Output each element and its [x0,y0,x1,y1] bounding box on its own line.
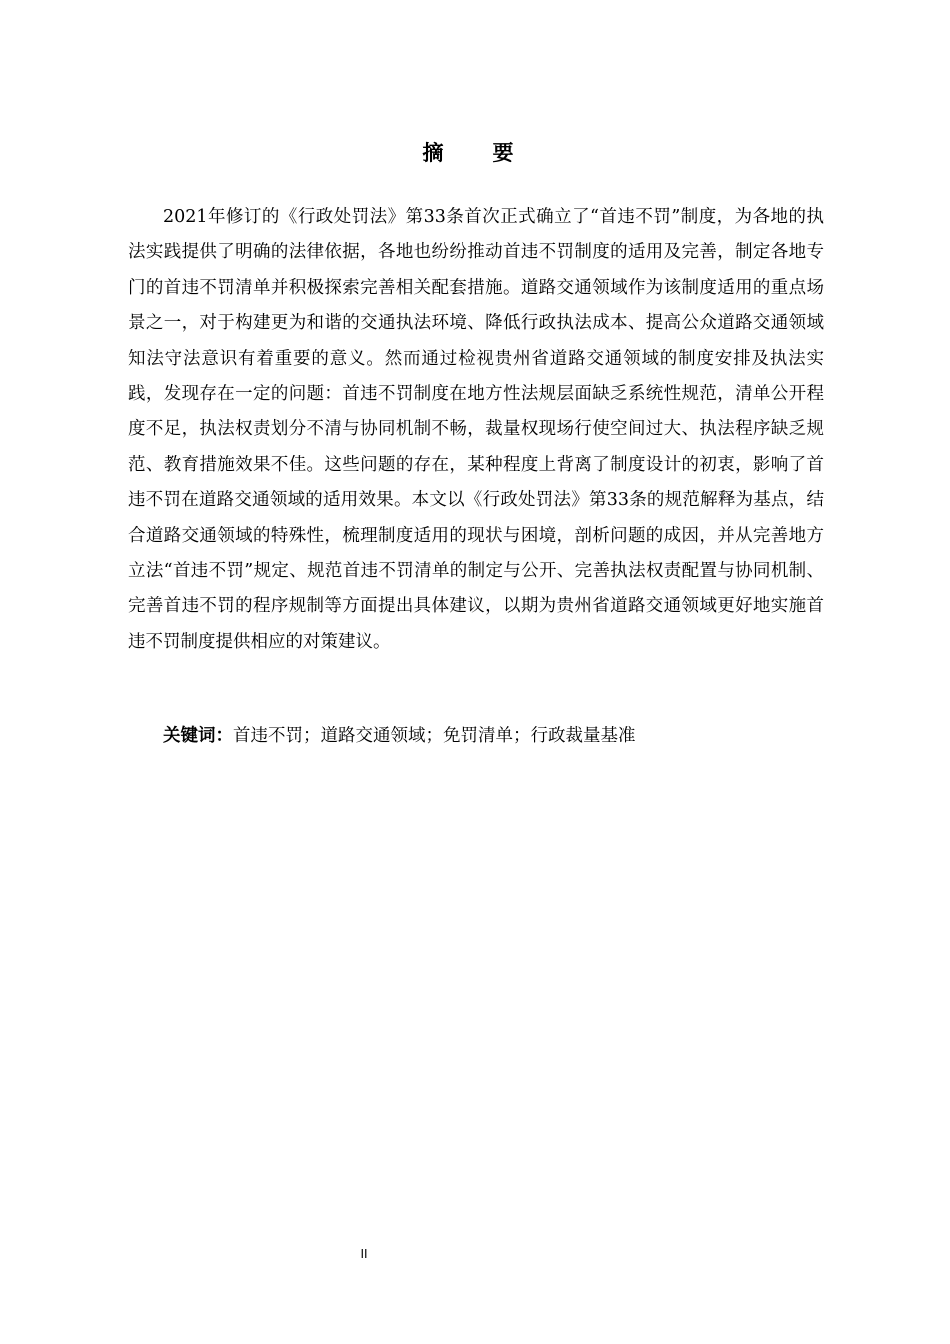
page-number: II [360,1247,368,1261]
keywords-line [128,719,824,754]
keywords-text: 首违不罚；道路交通领域；免罚清单；行政裁量基准 [233,726,636,746]
keywords-label: 关键词： [163,726,233,746]
abstract-title: 摘 要 [422,141,528,165]
abstract-paragraph: 2021年修订的《行政处罚法》第33条首次正式确立了“首违不罚”制度，为各地的执法实践提供了明确的法律依据，各地也纷纷推动首违不罚制度的适用及完善，制定各地专门的首违不罚清单并积极探索完善相关配套措施。道路交通领域作为该制度适用的重点场景之一，对于构建更为和谐的交通执法环境、降低行政执法成本、提高公众道路交通领域知法守法意识有着重要的意义。然而通过检视贵州省道路交通领域的制度安排及执法实践，发现存在一定的问题：首违不罚制度在地方性法规层面缺乏系统性规范，清单公开程度不足，执法权责划分不清与协同机制不畅，裁量权现场行使空间过大、执法程序缺乏规范、教育措施效果不佳。这些问题的存在，某种程度上背离了制度设计的初衷，影响了首违不罚在道路交通领域的适用效果。本文以《行政处罚法》第33条的规范解释为基点，结合道路交通领域的特殊性，梳理制度适用的现状与困境，剖析问题的成因，并从完善地方立法“首违不罚”规定、规范首违不罚清单的制定与公开、完善执法权责配置与协同机制、完善首违不罚的程序规制等方面提出具体建议，以期为贵州省道路交通领域更好地实施首违不罚制度提供相应的对策建议。 [128,207,824,652]
